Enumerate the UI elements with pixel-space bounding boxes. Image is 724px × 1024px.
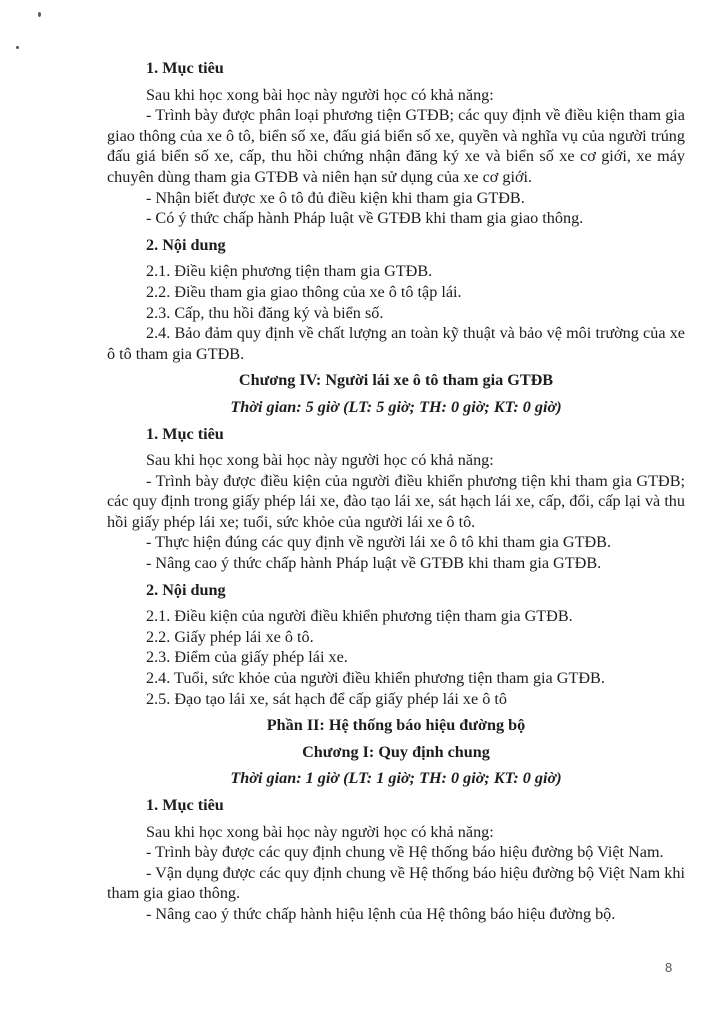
goal-item: - Trình bày được điều kiện của người điều khiển phương tiện khi tham gia GTĐB; các quy định trong giấy phép lái xe, đào tạo lái xe, sát hạch lái xe, cấp, đổi, cấp lại và thu hồi giấy phép lái xe; tuổi, sức khỏe của người lái xe ô tô. <box>107 471 685 531</box>
content-item: 2.3. Điểm của giấy phép lái xe. <box>146 648 348 667</box>
goal-item: - Trình bày được phân loại phương tiện GTĐB; các quy định về điều kiện tham gia giao thông của xe ô tô, biển số xe, đấu giá biển số xe, quyền và nghĩa vụ của người trúng đấu giá biển số xe, cấp, thu hồi chứng nhận đăng ký xe và biển số xe cơ giới, xe máy chuyên dùng tham gia GTĐB và niên hạn sử dụng của xe cơ giới. <box>107 106 685 186</box>
content-item: 2.5. Đạo tạo lái xe, sát hạch để cấp giấy phép lái xe ô tô <box>146 689 507 708</box>
goal-item: - Có ý thức chấp hành Pháp luật về GTĐB khi tham gia giao thông. <box>146 209 584 228</box>
content-item: 2.1. Điều kiện phương tiện tham gia GTĐB. <box>146 262 433 281</box>
goal-item: - Trình bày được các quy định chung về Hệ thống báo hiệu đường bộ Việt Nam. <box>146 843 664 862</box>
section-heading-muc-tieu: 1. Mục tiêu <box>146 796 224 814</box>
goal-item: - Vận dụng được các quy định chung về Hệ thống báo hiệu đường bộ Việt Nam khi tham gia giao thông. <box>107 863 685 903</box>
content-item: 2.1. Điều kiện của người điều khiển phương tiện tham gia GTĐB. <box>146 607 573 626</box>
intro-text: Sau khi học xong bài học này người học có khả năng: <box>146 822 494 841</box>
page-number: 8 <box>665 960 673 975</box>
content-item: 2.4. Tuổi, sức khỏe của người điều khiển phương tiện tham gia GTĐB. <box>146 669 605 688</box>
scan-speck <box>16 46 19 49</box>
chapter-time: Thời gian: 5 giờ (LT: 5 giờ; TH: 0 giờ; KT: 0 giờ) <box>230 397 562 416</box>
content-item: 2.4. Bảo đảm quy định về chất lượng an toàn kỹ thuật và bảo vệ môi trường của xe ô tô tham gia GTĐB. <box>107 324 685 363</box>
goal-item: - Nhận biết được xe ô tô đủ điều kiện khi tham gia GTĐB. <box>146 188 525 207</box>
section-heading-muc-tieu: 1. Mục tiêu <box>146 424 224 443</box>
chapter-title: Chương I: Quy định chung <box>302 742 490 761</box>
section-heading-muc-tieu: 1. Mục tiêu <box>146 59 224 77</box>
content-item: 2.2. Điều tham gia giao thông của xe ô tô tập lái. <box>146 282 462 301</box>
page-content <box>107 52 685 925</box>
chapter-time: Thời gian: 1 giờ (LT: 1 giờ; TH: 0 giờ; KT: 0 giờ) <box>230 769 562 788</box>
goal-item: - Nâng cao ý thức chấp hành hiệu lệnh của Hệ thông báo hiệu đường bộ. <box>146 904 616 923</box>
part-title: Phần II: Hệ thống báo hiệu đường bộ <box>266 716 526 735</box>
goal-item: - Nâng cao ý thức chấp hành Pháp luật về GTĐB khi tham gia GTĐB. <box>146 554 602 573</box>
section-heading-noi-dung: 2. Nội dung <box>146 580 226 599</box>
content-item: 2.2. Giấy phép lái xe ô tô. <box>146 627 314 646</box>
section-heading-noi-dung: 2. Nội dung <box>146 235 226 254</box>
intro-text: Sau khi học xong bài học này người học có khả năng: <box>146 451 494 470</box>
scan-speck <box>38 12 41 17</box>
content-item: 2.3. Cấp, thu hồi đăng ký và biển số. <box>146 303 384 322</box>
chapter-title: Chương IV: Người lái xe ô tô tham gia GTĐB <box>238 371 554 390</box>
intro-text: Sau khi học xong bài học này người học có khả năng: <box>146 85 494 104</box>
goal-item: - Thực hiện đúng các quy định về người lái xe ô tô khi tham gia GTĐB. <box>146 533 612 552</box>
